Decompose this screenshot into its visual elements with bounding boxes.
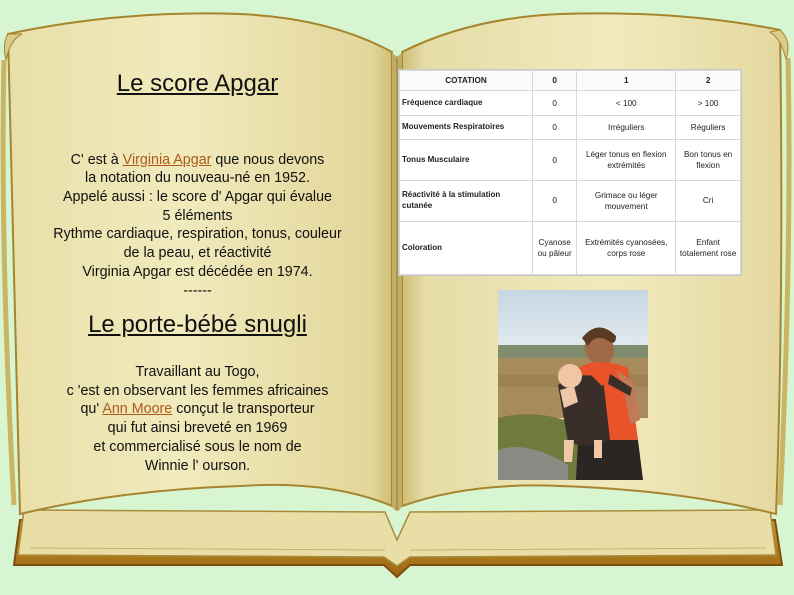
criterion-cell: Tonus Musculaire [400, 140, 533, 181]
snugli-title: Le porte-bébé snugli [88, 311, 307, 339]
table-row [400, 140, 741, 181]
apgar-score-table [398, 69, 742, 276]
snugli-line-2: c 'est en observant les femmes africaines [66, 382, 329, 399]
apgar-line-6: de la peau, et réactivité [123, 245, 272, 262]
header-score-2: 2 [676, 71, 741, 91]
left-page-text [20, 70, 375, 475]
header-criterion: COTATION [400, 71, 533, 91]
score-2-cell: Cri [676, 181, 741, 222]
score-2-cell: Réguliers [676, 115, 741, 139]
snugli-line-5: et commercialisé sous le nom de [93, 438, 302, 455]
score-2-cell: > 100 [676, 91, 741, 115]
header-score-1: 1 [577, 71, 676, 91]
apgar-line-4: 5 éléments [162, 207, 233, 224]
table-header-row [400, 71, 741, 91]
baby-head [558, 364, 582, 388]
criterion-cell: Réactivité à la stimulation cutanée [400, 181, 533, 222]
table-row [400, 91, 741, 115]
baby-carrier-illustration [498, 290, 648, 480]
score-0-cell: Cyanose ou pâleur [532, 221, 576, 274]
table-row [400, 115, 741, 139]
distant-hills [498, 345, 648, 359]
baby-leg [594, 440, 602, 458]
text-span: C' est à [70, 151, 123, 168]
snugli-line-6: Winnie l' ourson. [144, 457, 251, 474]
text-span: conçut le transporteur [172, 401, 315, 418]
score-2-cell: Bon tonus en flexion [676, 140, 741, 181]
score-1-cell: Extrémités cyanosées, corps rose [577, 221, 676, 274]
separator-dashes: ------ [183, 282, 212, 299]
criterion-cell: Fréquence cardiaque [400, 91, 533, 115]
score-1-cell: < 100 [577, 91, 676, 115]
apgar-line-7: Virginia Apgar est décédée en 1974. [82, 263, 313, 280]
table-row [400, 181, 741, 222]
score-2-cell: Enfant totalement rose [676, 221, 741, 274]
text-span: que nous devons [211, 151, 325, 168]
mother-pants [576, 440, 643, 480]
score-1-cell: Irréguliers [577, 115, 676, 139]
apgar-line-2: la notation du nouveau-né en 1952. [85, 170, 310, 187]
virginia-apgar-link[interactable]: Virginia Apgar [122, 151, 212, 168]
score-0-cell: 0 [532, 91, 576, 115]
criterion-cell: Coloration [400, 221, 533, 274]
criterion-cell: Mouvements Respiratoires [400, 115, 533, 139]
snugli-line-1: Travaillant au Togo, [135, 364, 260, 381]
header-score-0: 0 [532, 71, 576, 91]
ann-moore-link[interactable]: Ann Moore [102, 401, 173, 418]
score-0-cell: 0 [532, 181, 576, 222]
table-row [400, 221, 741, 274]
apgar-line-5: Rythme cardiaque, respiration, tonus, couleur [53, 226, 342, 243]
apgar-table [399, 70, 741, 275]
text-span: qu' [80, 401, 103, 418]
baby-carrier-photo [498, 290, 648, 480]
apgar-line-1 [20, 151, 375, 170]
apgar-title: Le score Apgar [116, 70, 279, 97]
score-0-cell: 0 [532, 115, 576, 139]
apgar-description [20, 151, 375, 301]
score-1-cell: Léger tonus en flexion extrémités [577, 140, 676, 181]
score-0-cell: 0 [532, 140, 576, 181]
apgar-line-3: Appelé aussi : le score d' Apgar qui évalue [63, 189, 332, 205]
snugli-line-3 [20, 400, 375, 419]
snugli-description [20, 363, 375, 475]
score-1-cell: Grimace ou léger mouvement [577, 181, 676, 222]
snugli-line-4: qui fut ainsi breveté en 1969 [107, 420, 288, 437]
